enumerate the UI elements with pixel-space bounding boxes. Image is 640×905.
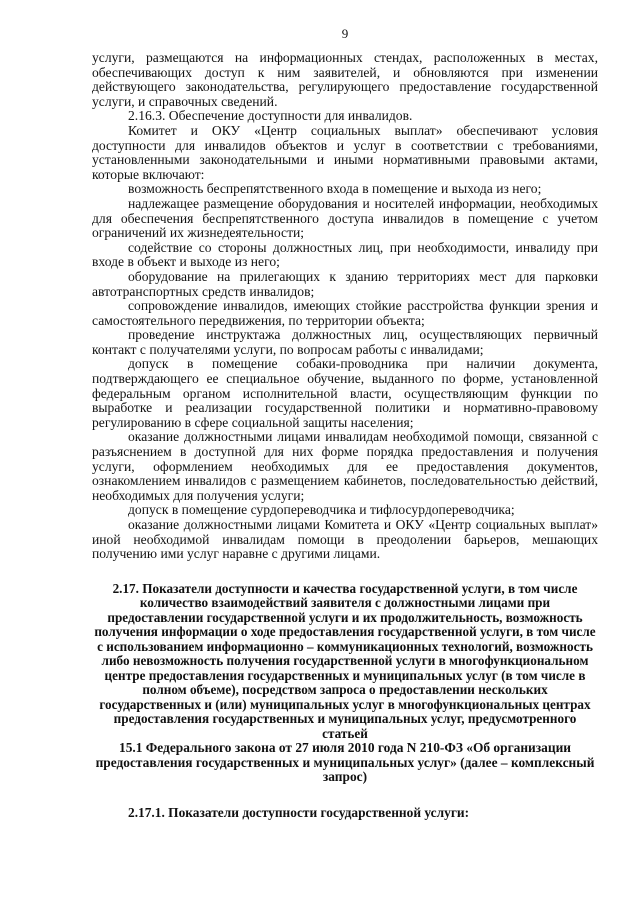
section-heading-2-17-text: 2.17. Показатели доступности и качества государственной услуги, в том числе количество взаимодействий заявителя с должностными лицами при предоставлении государственной услуги и их продолжительность, возможность получения информации о ходе предоставления государственной услуги, в том числе с использованием информационно – коммуникационных технологий, возможность либо невозможность получения государственной услуги в многофункциональном центре предоставления государственных и муниципальных услуг (в том числе в полном объеме), посредством запроса о предоставлении нескольких государственных и (или) муниципальных услуг в многофункциональных центрах предоставления государственных и муниципальных услуг, предусмотренного статьей: [94, 580, 596, 741]
paragraph: оказание должностными лицами инвалидам необходимой помощи, связанной с разъяснением в доступной для них форме порядка предоставления и получения услуги, оформлением необходимых для ее предоставления документов, ознакомлением инвалидов с размещением кабинетов, последовательностью действий, необходимых для получения услуги;: [92, 429, 598, 503]
section-heading-2-17-1: 2.17.1. Показатели доступности государственной услуги:: [128, 804, 470, 820]
document-page: [92, 26, 598, 820]
page-number: 9: [341, 26, 349, 41]
paragraph: оборудование на прилегающих к зданию территориях мест для парковки автотранспортных средств инвалидов;: [92, 268, 598, 299]
paragraph: сопровождение инвалидов, имеющих стойкие расстройства функции зрения и самостоятельного передвижения, по территории объекта;: [92, 298, 598, 328]
paragraph: проведение инструктажа должностных лиц, осуществляющих первичный контакт с получателями услуги, по вопросам работы с инвалидами;: [92, 327, 598, 357]
paragraph: 2.16.3. Обеспечение доступности для инвалидов.: [128, 108, 413, 124]
paragraph: Комитет и ОКУ «Центр социальных выплат» обеспечивают условия доступности для инвалидов объектов и услуг в соответствии с требованиями, установленными законодательными и иными нормативными правовыми актами, которые включают:: [92, 122, 598, 182]
paragraph: надлежащее размещение оборудования и носителей информации, необходимых для обеспечения беспрепятственного доступа инвалидов в помещение с учетом ограничений их жизнедеятельности;: [92, 195, 598, 241]
body-text: [92, 51, 598, 562]
paragraph: возможность беспрепятственного входа в помещение и выхода из него;: [128, 181, 542, 197]
section-heading-2-17: [92, 582, 598, 785]
section-heading-2-17-law-reference: 15.1 Федерального закона от 27 июля 2010 года N 210-ФЗ «Об организации предоставления государственных и муниципальных услуг» (далее – комплексный запрос): [95, 740, 595, 785]
paragraph: допуск в помещение собаки-проводника при наличии документа, подтверждающего ее специальное обучение, выданного по форме, установленной федеральным органом исполнительной власти, осуществляющим функции по выработке и реализации государственной политики и нормативно-правовому регулированию в сфере социальной защиты населения;: [92, 356, 598, 430]
paragraph: оказание должностными лицами Комитета и ОКУ «Центр социальных выплат» иной необходимой инвалидам помощи в преодолении барьеров, мешающих получению ими услуг наравне с другими лицами.: [92, 517, 598, 562]
paragraph: услуги, размещаются на информационных стендах, расположенных в местах, обеспечивающих доступ к ним заявителей, и обновляются при изменении действующего законодательства, регулирующего предоставление государственной услуги, и справочных сведений.: [92, 50, 598, 109]
paragraph: допуск в помещение сурдопереводчика и тифлосурдопереводчика;: [128, 502, 515, 518]
paragraph: содействие со стороны должностных лиц, при необходимости, инвалиду при входе в объект и выходе из него;: [92, 239, 598, 270]
